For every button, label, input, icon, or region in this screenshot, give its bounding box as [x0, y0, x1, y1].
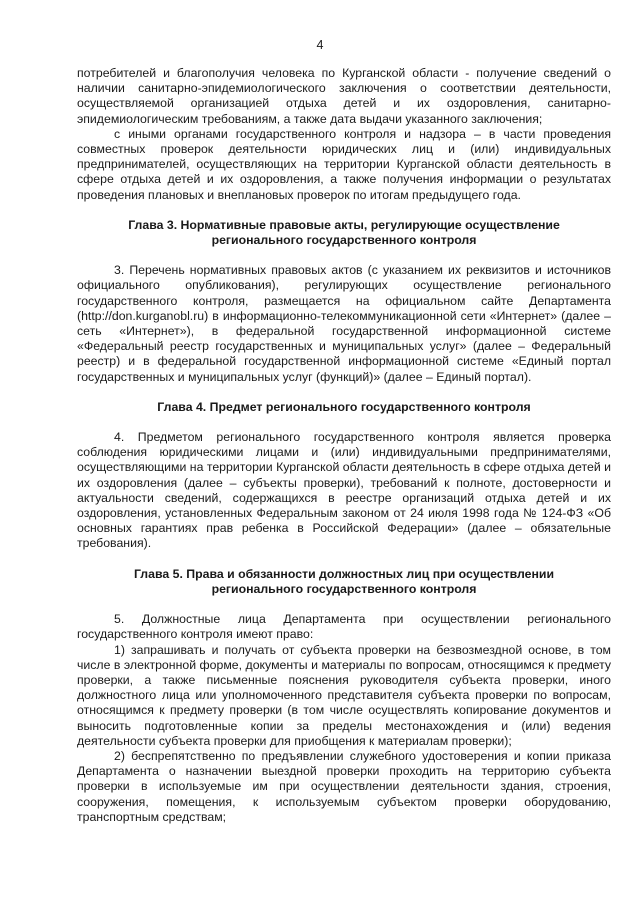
intro-paragraph-1: потребителей и благополучия человека по Курганской области - получение сведений о наличии санитарно-эпидемиологического заключения о соответствии деятельности, осуществляемой организацией отдыха детей и их оздоровления, санитарно-эпидемиологическим требованиям, а также дата выдачи указанного заключения; [77, 66, 611, 126]
chapter5-item-1: 1) запрашивать и получать от субъекта проверки на безвозмездной основе, в том числе в электронной форме, документы и материалы по вопросам, относящимся к предмету проверки, а также письменные пояснения руководителя субъекта проверки, иного должностного лица или уполномоченного представителя субъекта проверки по вопросам, относящимся к предмету проверки (в том числе осуществлять копирование документов и выносить подготовленные копии за пределы местонахождения и (или) ведения деятельности субъекта проверки для приобщения к материалам проверки); [77, 642, 611, 748]
chapter3-title-line1: Глава 3. Нормативные правовые акты, регулирующие осуществление [128, 217, 560, 232]
chapter5-title-line1: Глава 5. Права и обязанности должностных лиц при осуществлении [133, 566, 555, 581]
chapter5-title-line2: регионального государственного контроля [211, 581, 477, 596]
page-number: 4 [316, 38, 324, 52]
document-body [77, 66, 611, 825]
chapter4-paragraph: 4. Предметом регионального государственного контроля является проверка соблюдения юридическими лицами и (или) индивидуальными предпринимателями, осуществляющими на территории Курганской области деятельность в сфере отдыха детей и их оздоровления (далее – субъекты проверки), требований к полноте, достоверности и актуальности сведений, содержащихся в реестре организаций отдыха детей и их оздоровления, установленных Федеральным законом от 24 июля 1998 года № 124-ФЗ «Об основных гарантиях прав ребенка в Российской Федерации» (далее – обязательные требования). [77, 430, 611, 551]
chapter5-item-2: 2) беспрепятственно по предъявлении служебного удостоверения и копии приказа Департамента о назначении выездной проверки проходить на территорию субъекта проверки в используемые им при осуществлении деятельности здания, строения, сооружения, помещения, к используемым субъектом проверки оборудованию, транспортным средствам; [77, 748, 611, 824]
intro-paragraph-2: с иными органами государственного контроля и надзора – в части проведения совместных проверок деятельности юридических лиц и (или) индивидуальных предпринимателей, осуществляющих на территории Курганской области деятельность в сфере отдыха детей и их оздоровления, а также получения информации о результатах проведения плановых и внеплановых проверок по итогам предыдущего года. [77, 126, 611, 202]
chapter5-intro-paragraph: 5. Должностные лица Департамента при осуществлении регионального государственного контроля имеют право: [77, 612, 611, 642]
chapter3-paragraph: 3. Перечень нормативных правовых актов (с указанием их реквизитов и источников официального опубликования), регулирующих осуществление регионального государственного контроля, размещается на официальном сайте Департамента (http://don.kurganobl.ru) в информационно-телекоммуникационной сети «Интернет» (далее – сеть «Интернет»), в федеральной государственной информационной системе «Федеральный реестр государственных и муниципальных услуг» (далее – Федеральный реестр) и в федеральной государственной информационной системе «Единый портал государственных и муниципальных услуг (функций)» (далее – Единый портал). [77, 263, 611, 384]
chapter4-title: Глава 4. Предмет регионального государственного контроля [157, 399, 531, 414]
chapter3-title-line2: регионального государственного контроля [211, 233, 477, 248]
